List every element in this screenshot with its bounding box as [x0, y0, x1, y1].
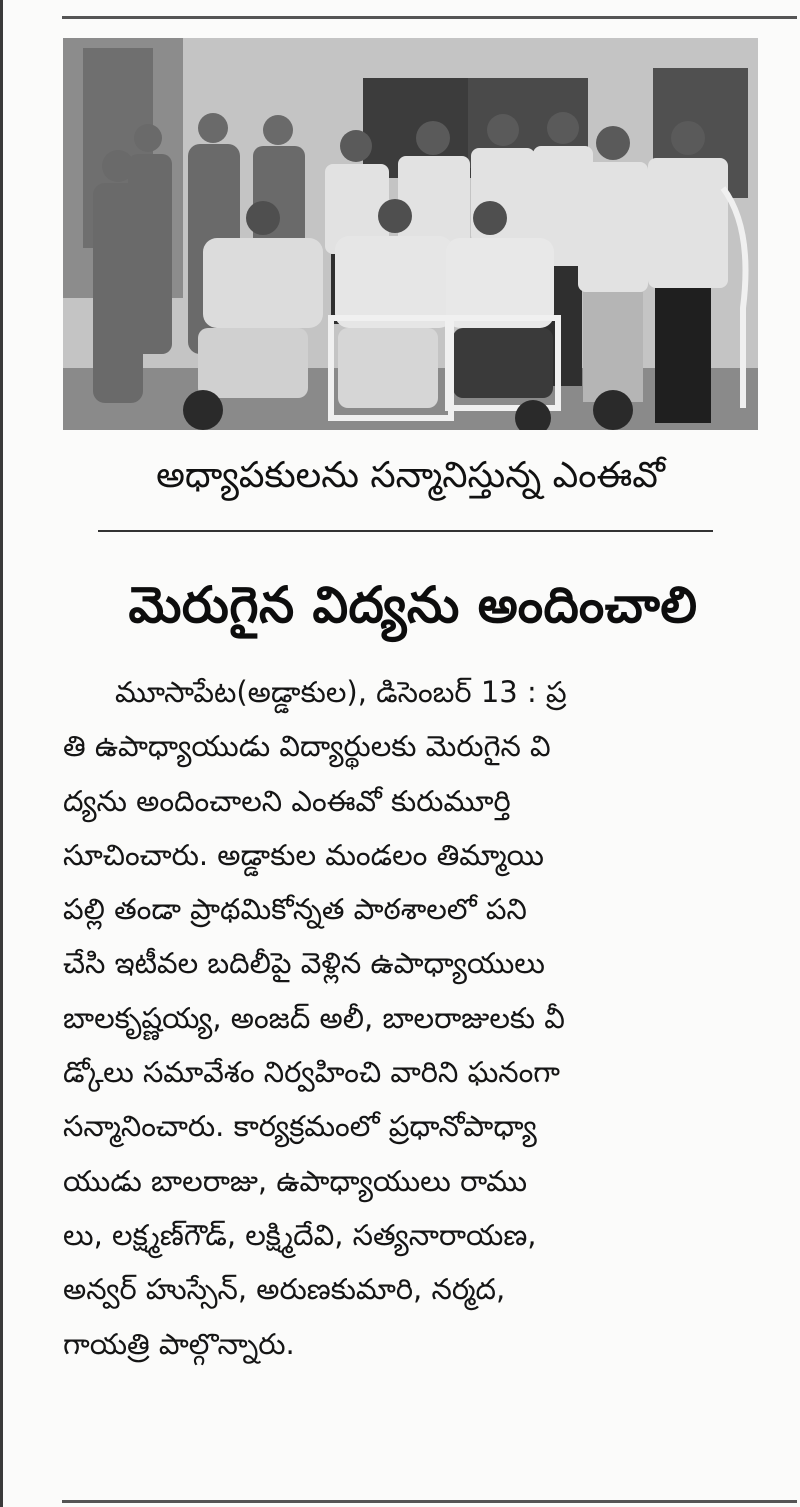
article-body	[63, 665, 763, 1371]
caption-divider	[98, 530, 713, 532]
body-line: బాలకృష్ణయ్య, అంజద్ అలీ, బాలరాజులకు వీ	[63, 1000, 565, 1035]
body-line: లు, లక్ష్మణ్‌గౌడ్, లక్ష్మిదేవి, సత్యనారాయణ,	[63, 1217, 537, 1252]
body-line: గాయత్రి పాల్గొన్నారు.	[63, 1326, 295, 1361]
body-line: ద్యను అందించాలని ఎంఈవో కురుమూర్తి	[63, 783, 511, 818]
group-photo-icon	[63, 38, 758, 430]
photo-caption: అధ్యాపకులను సన్మానిస్తున్న ఎంఈవో	[156, 455, 665, 496]
body-line: డ్కోలు సమావేశం నిర్వహించి వారిని ఘనంగా	[63, 1055, 561, 1090]
body-line: మూసాపేట(అడ్డాకుల), డిసెంబర్ 13 : ప్ర	[115, 675, 567, 709]
body-line: చేసి ఇటీవల బదిలీపై వెళ్లిన ఉపాధ్యాయులు	[63, 946, 545, 981]
top-rule	[62, 16, 797, 19]
bottom-rule	[62, 1500, 797, 1503]
body-line: సన్మానించారు. కార్యక్రమంలో ప్రధానోపాధ్యా	[63, 1109, 537, 1144]
body-line: యుడు బాలరాజు, ఉపాధ్యాయులు రాము	[63, 1163, 527, 1198]
body-line: అన్వర్ హుస్సేన్, అరుణకుమారి, నర్మద,	[63, 1272, 506, 1307]
body-line: సూచించారు. అడ్డాకుల మండలం తిమ్మాయి	[63, 837, 544, 872]
body-line: పల్లి తండా ప్రాథమికోన్నత పాఠశాలలో పని	[63, 892, 527, 927]
group-photo	[63, 38, 758, 430]
body-line: తి ఉపాధ్యాయుడు విద్యార్థులకు మెరుగైన వి	[63, 729, 551, 764]
page-border	[0, 0, 3, 1507]
article-headline: మెరుగైన విద్యను అందించాలి	[128, 576, 698, 634]
